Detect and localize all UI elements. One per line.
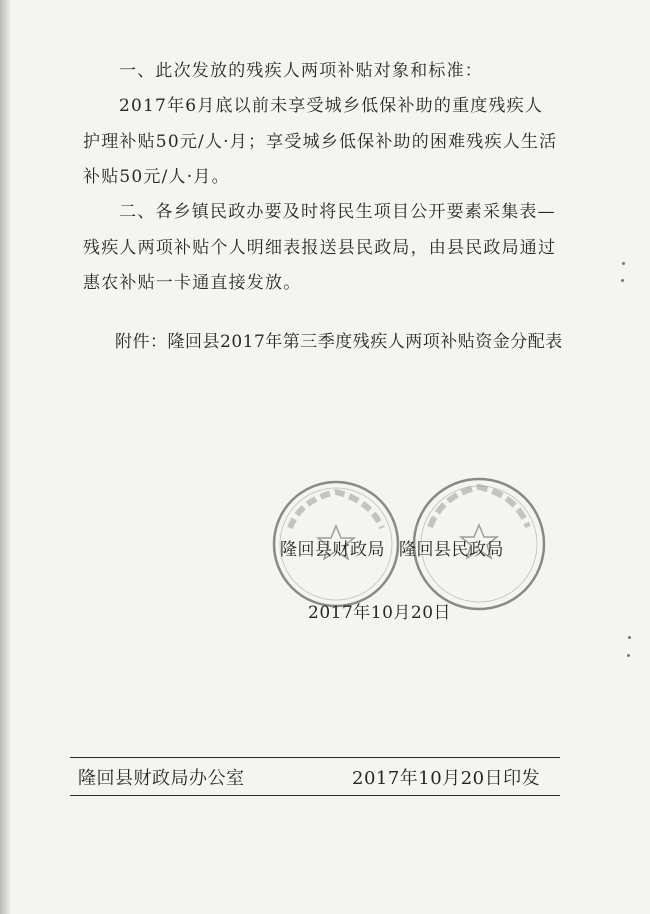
scan-speck [622, 262, 625, 265]
section-2-body: 二、各乡镇民政办要及时将民生项目公开要素采集表—残疾人两项补贴个人明细表报送县民政局，由县民政局通过惠农补贴一卡通直接发放。 [83, 202, 557, 293]
footer-print-date: 2017年10月20日印发 [352, 768, 541, 789]
section-1-body: 2017年6月底以前未享受城乡低保补助的重度残疾人护理补贴50元/人·月；享受城乡低保补助的困难残疾人生活补贴50元/人·月。 [83, 96, 558, 187]
signature-date: 2017年10月20日 [308, 603, 452, 623]
footer-divider-top [70, 757, 560, 758]
scan-speck [621, 279, 624, 282]
scan-speck [627, 654, 630, 657]
scan-edge-shadow [0, 0, 10, 914]
attachment-line: 附件：隆回县2017年第三季度残疾人两项补贴资金分配表 [115, 332, 563, 352]
footer-office: 隆回县财政局办公室 [78, 768, 245, 789]
issuing-authorities [280, 535, 518, 560]
scan-speck [628, 636, 631, 639]
footer-divider-bottom [70, 795, 560, 796]
issuer-finance-bureau: 隆回县财政局 [280, 540, 385, 560]
section-1-heading: 一、此次发放的残疾人两项补贴对象和标准： [119, 61, 483, 81]
issuer-civil-affairs-bureau: 隆回县民政局 [399, 540, 504, 560]
